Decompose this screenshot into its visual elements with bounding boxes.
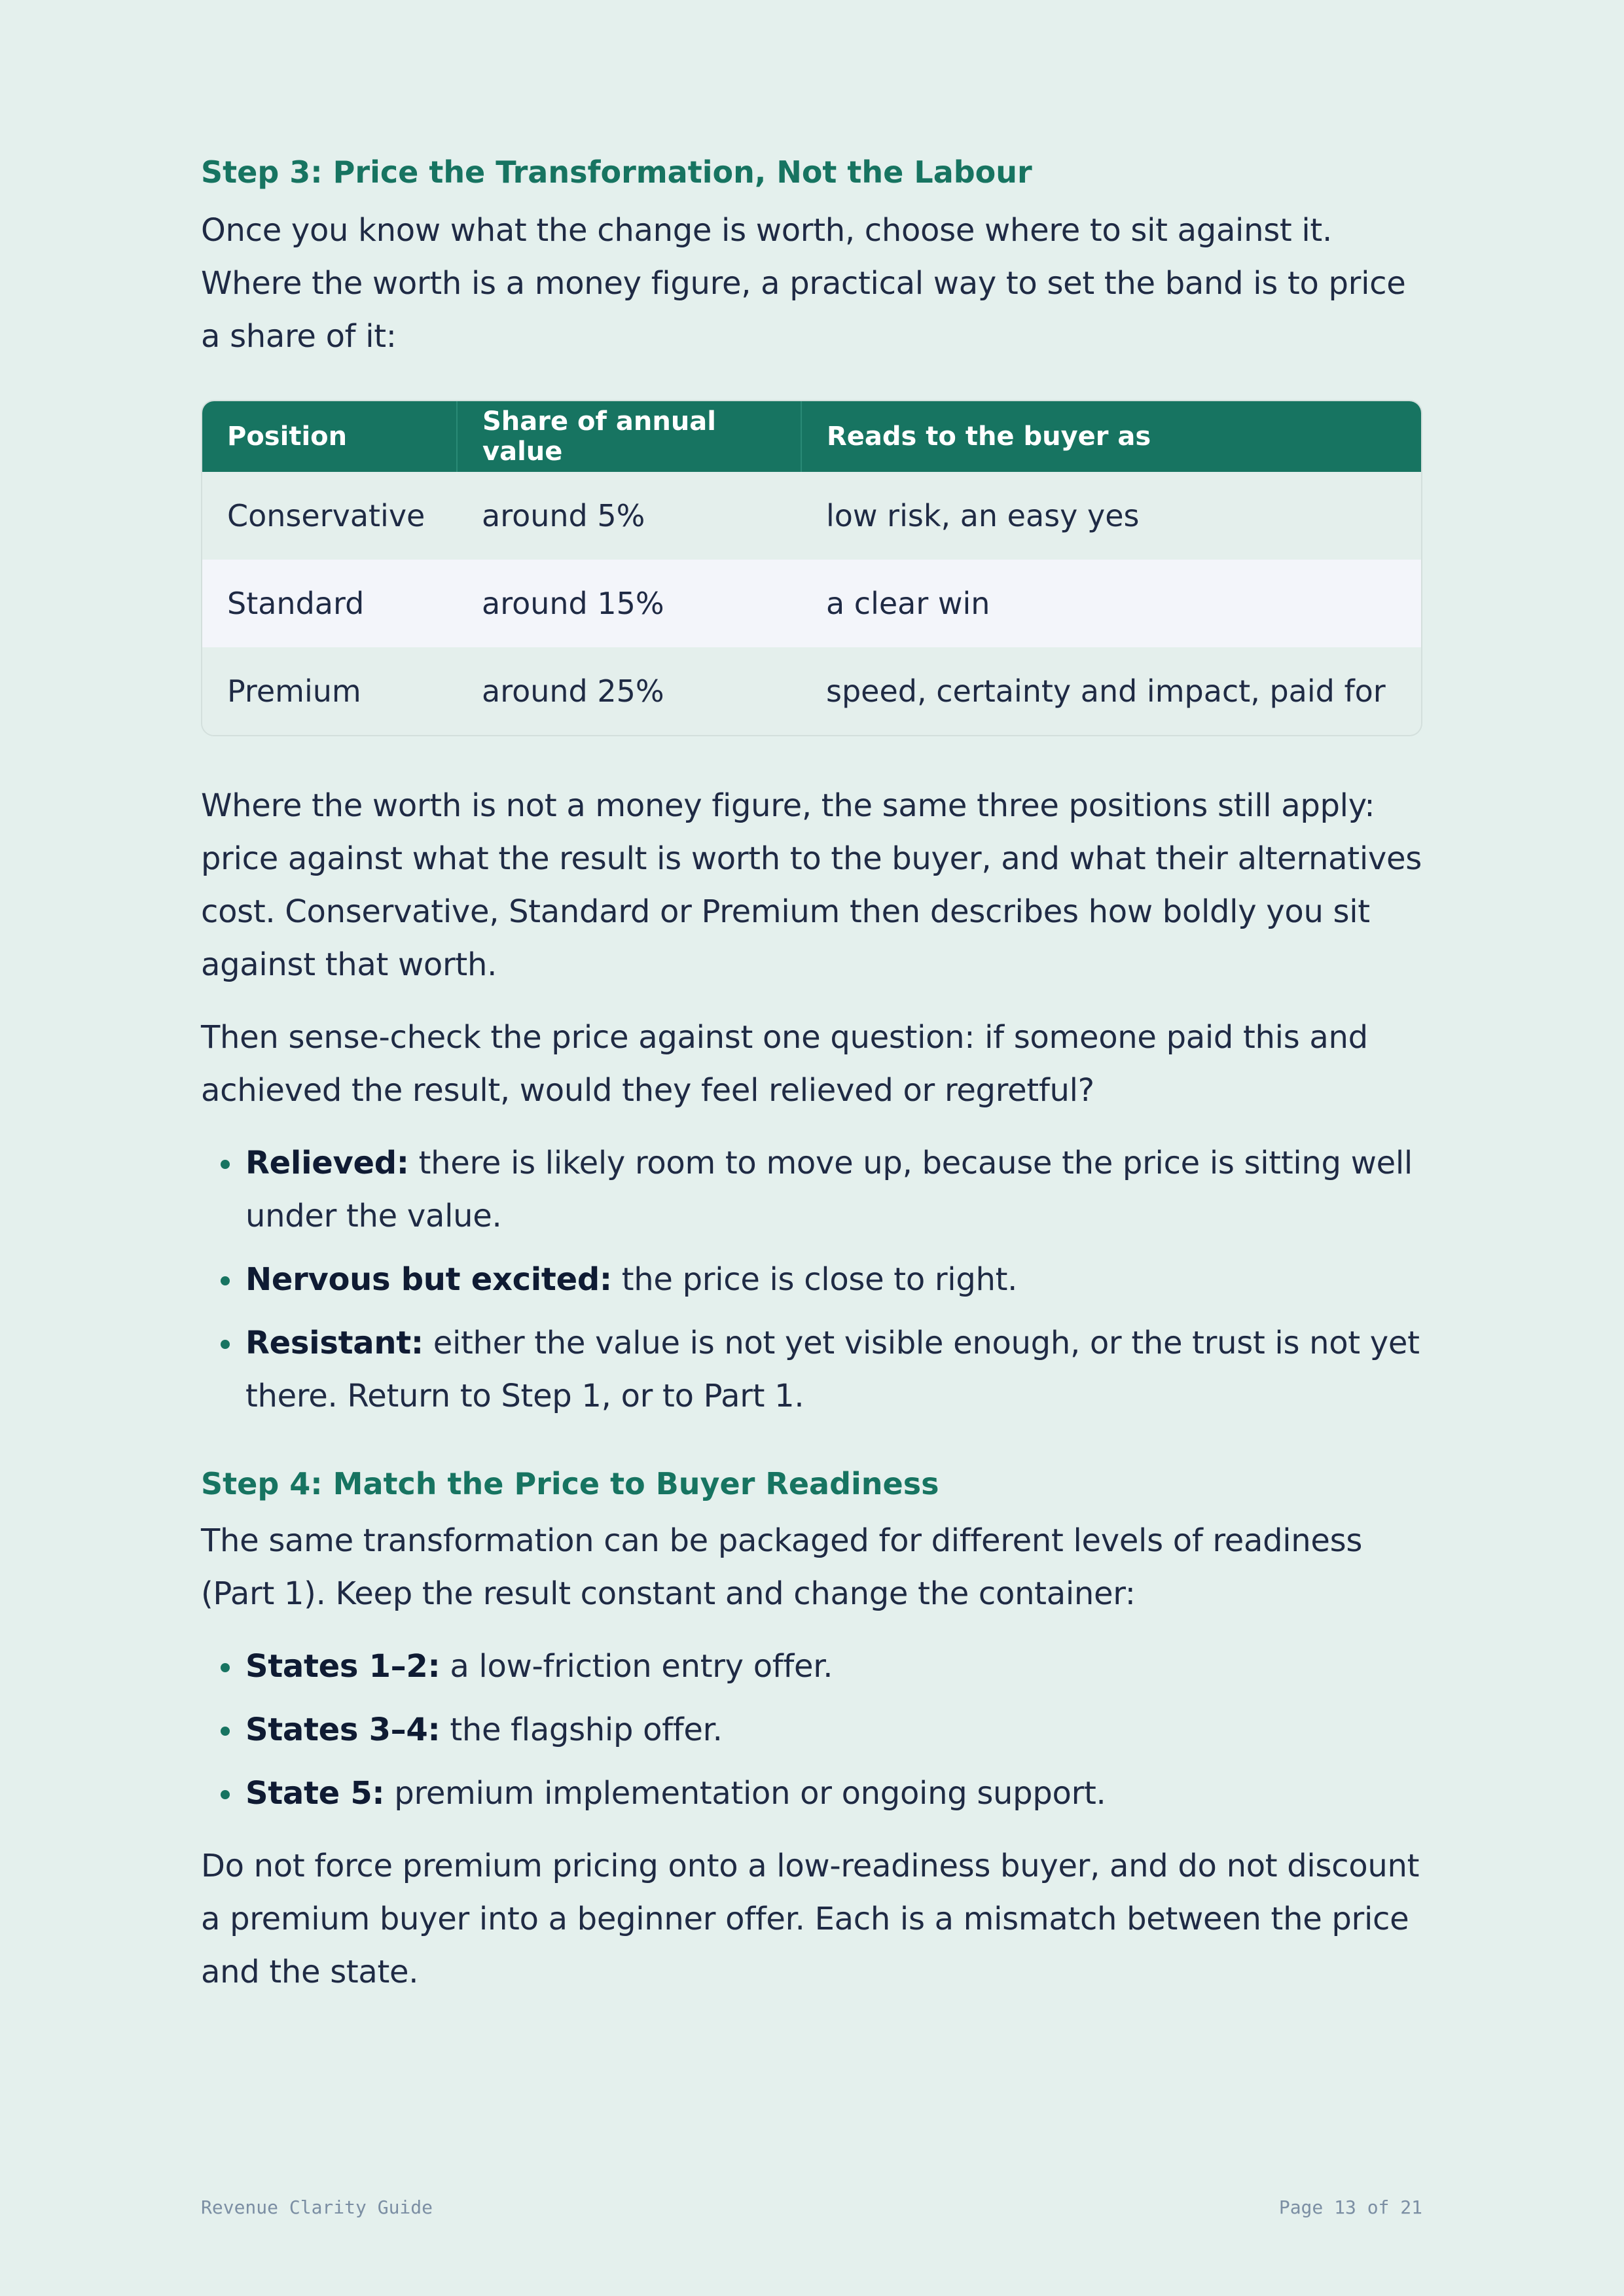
page-content — [201, 149, 1422, 1999]
bullet-dot-icon — [221, 1160, 230, 1169]
list-item — [201, 1640, 1422, 1693]
page-footer — [201, 2197, 1422, 2218]
table-cell: around 15% — [457, 560, 801, 647]
list-item — [201, 1317, 1422, 1423]
bullet-term: Resistant: — [245, 1325, 424, 1361]
table-row — [202, 472, 1421, 560]
table-cell: speed, certainty and impact, paid for — [801, 647, 1421, 735]
table-cell: low risk, an easy yes — [801, 472, 1421, 560]
list-item — [201, 1767, 1422, 1820]
table-header-row — [202, 401, 1421, 472]
table-row — [202, 647, 1421, 735]
bullet-text: a low-friction entry offer. — [440, 1648, 833, 1685]
bullet-term: Relieved: — [245, 1145, 409, 1181]
bullet-dot-icon — [221, 1790, 230, 1799]
list-item — [201, 1137, 1422, 1243]
bullet-dot-icon — [221, 1663, 230, 1672]
bullet-term: Nervous but excited: — [245, 1261, 612, 1298]
step4-closing: Do not force premium pricing onto a low-readiness buyer, and do not discount a premium buyer into a beginner offer. Each is a mismatch between the price and the state. — [201, 1848, 1420, 1990]
table-cell: Conservative — [202, 472, 457, 560]
bullet-term: States 1–2: — [245, 1648, 441, 1685]
step3-bullet-list — [201, 1137, 1422, 1423]
step4-bullet-list — [201, 1640, 1422, 1820]
table-cell: Standard — [202, 560, 457, 647]
bullet-text: there is likely room to move up, because the price is sitting well under the value. — [245, 1145, 1413, 1234]
table-header-reads-as: Reads to the buyer as — [801, 401, 1421, 472]
bullet-text: either the value is not yet visible enough, or the trust is not yet there. Return to Step 1, or to Part 1. — [245, 1325, 1420, 1414]
table-row — [202, 560, 1421, 647]
footer-title: Revenue Clarity Guide — [201, 2197, 433, 2218]
table-cell: Premium — [202, 647, 457, 735]
step3-heading: Step 3: Price the Transformation, Not the Labour — [201, 154, 1032, 190]
bullet-term: States 3–4: — [245, 1712, 441, 1748]
list-item — [201, 1253, 1422, 1306]
bullet-dot-icon — [221, 1340, 230, 1349]
sense-check-paragraph: Then sense-check the price against one question: if someone paid this and achieved the result, would they feel relieved or regretful? — [201, 1019, 1368, 1109]
bullet-text: the price is close to right. — [611, 1261, 1018, 1298]
table-header-share: Share of annual value — [457, 401, 801, 472]
list-item — [201, 1704, 1422, 1757]
bullet-dot-icon — [221, 1276, 230, 1285]
bullet-text: the flagship offer. — [440, 1712, 723, 1748]
table-cell: a clear win — [801, 560, 1421, 647]
table-cell: around 25% — [457, 647, 801, 735]
page-number: Page 13 of 21 — [1278, 2197, 1422, 2218]
bullet-dot-icon — [221, 1727, 230, 1736]
step4-intro: The same transformation can be packaged for different levels of readiness (Part 1). Keep the result constant and change the container: — [201, 1522, 1363, 1612]
bullet-text: premium implementation or ongoing support. — [384, 1775, 1106, 1812]
bullet-term: State 5: — [245, 1775, 385, 1812]
step3-intro: Once you know what the change is worth, choose where to sit against it. Where the worth is a money figure, a practical way to set the band is to price a share of it: — [201, 212, 1406, 355]
pricing-table — [201, 400, 1422, 736]
para-after-table: Where the worth is not a money figure, the same three positions still apply: price against what the result is worth to the buyer, and what their alternatives cost. Conservative, Standard or Premium then describes how boldly you sit against that worth. — [201, 787, 1422, 983]
table-header-position: Position — [202, 401, 457, 472]
table-cell: around 5% — [457, 472, 801, 560]
step4-heading: Step 4: Match the Price to Buyer Readiness — [201, 1466, 939, 1501]
